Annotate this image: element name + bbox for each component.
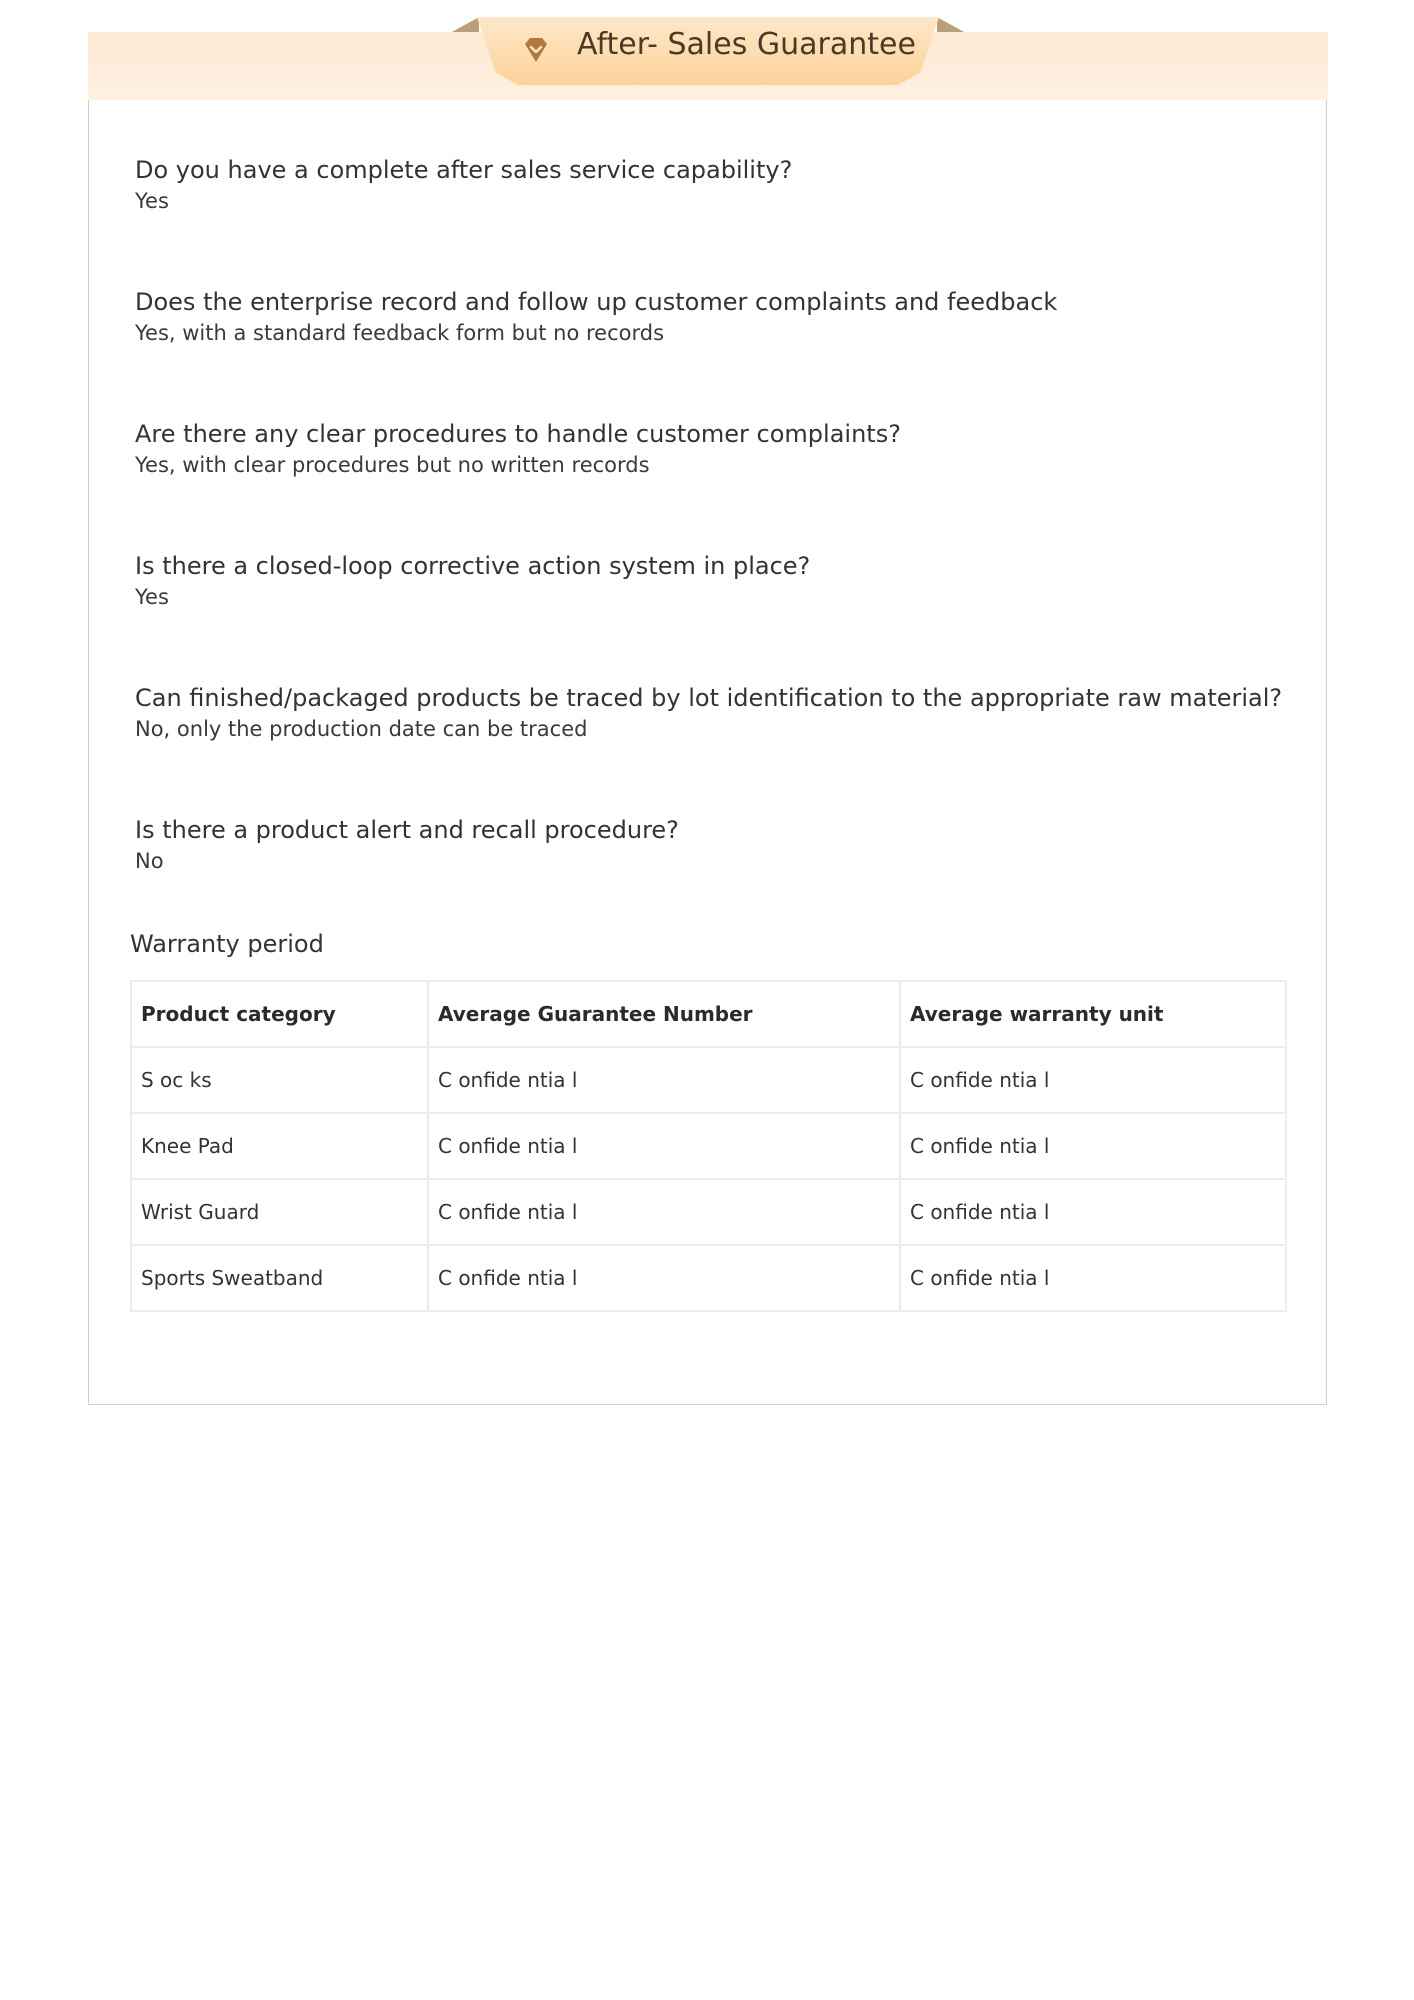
table-cell: C onfide ntia l <box>428 1047 900 1113</box>
column-header-product-category: Product category <box>131 981 428 1047</box>
answer-text: No <box>135 849 164 873</box>
answer-text: Yes, with clear procedures but no written records <box>135 453 650 477</box>
table-cell: C onfide ntia l <box>900 1047 1286 1113</box>
answer-text: No, only the production date can be traced <box>135 717 588 741</box>
table-row <box>131 1047 1286 1113</box>
question-text: Is there a product alert and recall procedure? <box>135 816 679 844</box>
qa-item <box>135 550 1295 612</box>
table-header-row <box>131 981 1286 1047</box>
qa-item <box>135 682 1295 744</box>
question-text: Are there any clear procedures to handle customer complaints? <box>135 420 901 448</box>
qa-item <box>135 154 1295 216</box>
answer-text: Yes, with a standard feedback form but no records <box>135 321 665 345</box>
table-cell: C onfide ntia l <box>900 1245 1286 1311</box>
question-text: Can finished/packaged products be traced by lot identification to the appropriate raw material? <box>135 684 1283 712</box>
table-row <box>131 1245 1286 1311</box>
table-cell: C onfide ntia l <box>428 1245 900 1311</box>
answer-text: Yes <box>135 189 169 213</box>
answer-text: Yes <box>135 585 169 609</box>
diamond-shield-icon <box>521 35 551 65</box>
column-header-average-warranty-unit: Average warranty unit <box>900 981 1286 1047</box>
table-cell: S oc ks <box>131 1047 428 1113</box>
question-text: Do you have a complete after sales service capability? <box>135 156 793 184</box>
table-row <box>131 1113 1286 1179</box>
table-cell: C onfide ntia l <box>428 1179 900 1245</box>
ribbon-fold-right <box>937 17 964 32</box>
qa-item <box>135 418 1295 480</box>
qa-item <box>135 286 1295 348</box>
table-row <box>131 1179 1286 1245</box>
column-header-average-guarantee-number: Average Guarantee Number <box>428 981 900 1047</box>
table-cell: Sports Sweatband <box>131 1245 428 1311</box>
page-title: After- Sales Guarantee <box>577 27 916 62</box>
ribbon-fold-left <box>452 17 479 32</box>
warranty-table <box>130 980 1287 1312</box>
question-text: Does the enterprise record and follow up customer complaints and feedback <box>135 288 1058 316</box>
table-cell: C onfide ntia l <box>900 1113 1286 1179</box>
qa-item <box>135 814 1295 876</box>
question-text: Is there a closed-loop corrective action system in place? <box>135 552 811 580</box>
warranty-period-label: Warranty period <box>130 930 324 958</box>
table-cell: Wrist Guard <box>131 1179 428 1245</box>
table-cell: C onfide ntia l <box>428 1113 900 1179</box>
table-cell: C onfide ntia l <box>900 1179 1286 1245</box>
table-cell: Knee Pad <box>131 1113 428 1179</box>
